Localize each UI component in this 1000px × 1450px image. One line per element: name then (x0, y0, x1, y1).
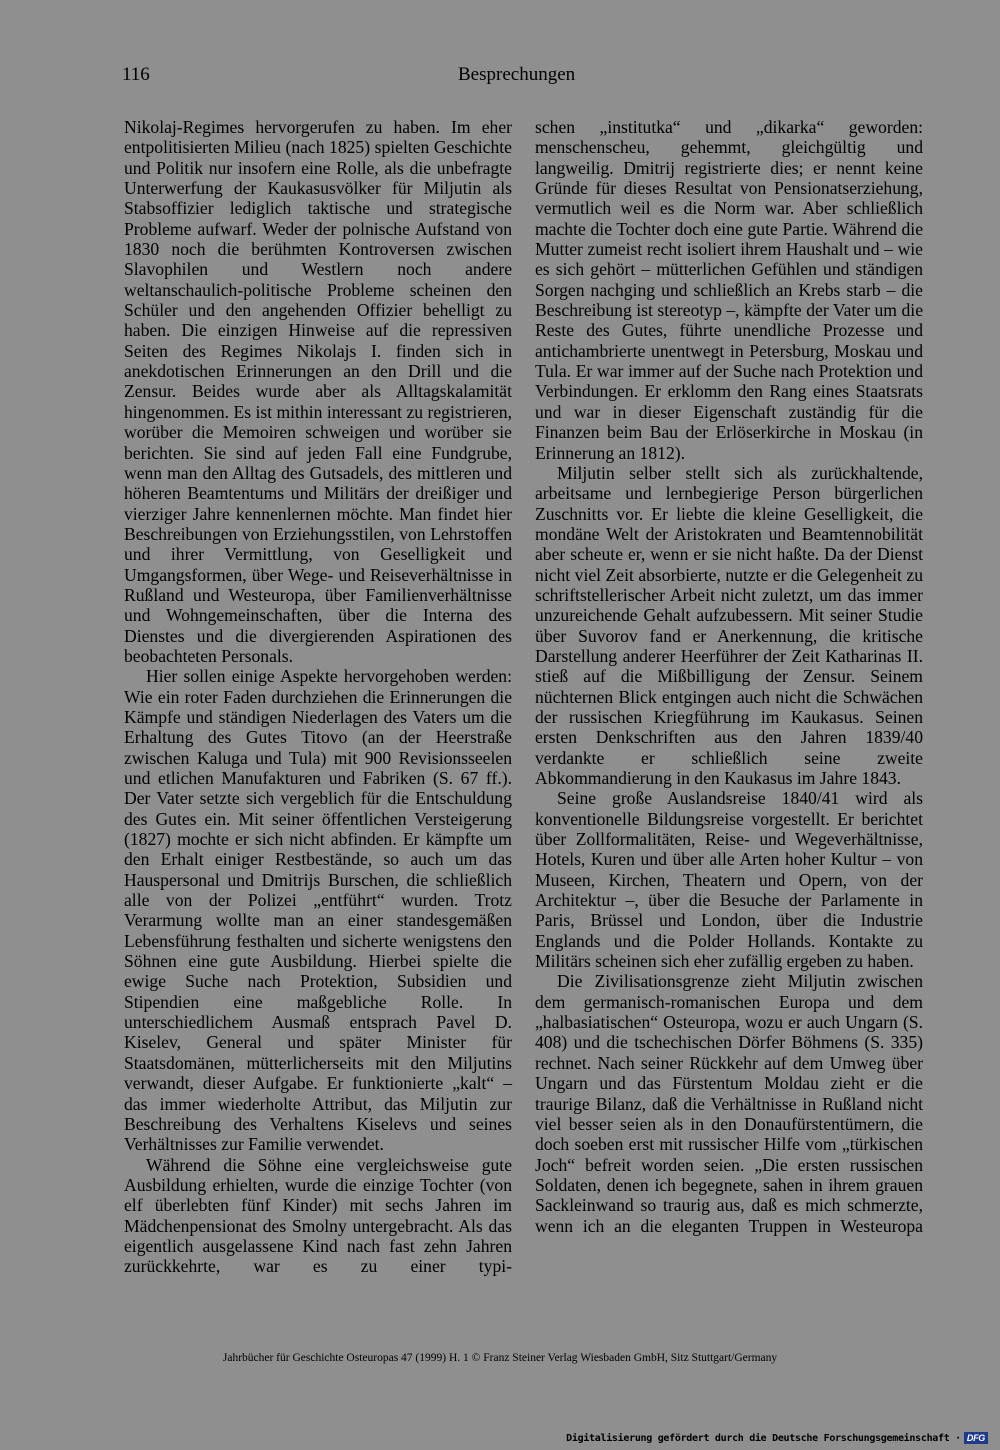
right-paragraph-1: schen „institutka“ und „dikarka“ geworden: menschenscheu, gehemmt, gleichgültig und langweilig. Dmitrij registrierte dies; er nennt keine Gründe für dieses Resultat von Pensionatserziehung, vermutlich weil es die Norm war. Aber schließlich machte die Tochter doch eine gute Partie. Während die Mutter zumeist recht isoliert ihrem Haushalt und – wie es sich gehört – mütterlichen Gefühlen und ständigen Sorgen nachging und schließlich an Krebs starb – die Beschreibung ist stereotyp –, kämpfte der Vater um die Reste des Gutes, führte unendliche Prozesse und antichambrierte unentwegt in Petersburg, Moskau und Tula. Er war immer auf der Suche nach Protektion und Verbindungen. Er erklomm den Rang eines Staatsrats und war in dieser Eigenschaft zuständig für die Finanzen beim Bau der Erlöserkirche in Moskau (in Erinnerung an 1812). (535, 117, 923, 463)
left-paragraph-1: Nikolaj-Regimes hervorgerufen zu haben. Im eher entpolitisierten Milieu (nach 1825) spielten Geschichte und Politik nur insofern eine Rolle, als die unbefragte Unterwerfung der Kaukasusvölker für Miljutin als Stabsoffizier lediglich taktische und strategische Probleme aufwarf. Weder der polnische Aufstand von 1830 noch die berühmten Kontroversen zwischen Slavophilen und Westlern noch andere weltanschaulich-politische Probleme scheinen den Schüler und den angehenden Offizier behelligt zu haben. Die einzigen Hinweise auf die repressiven Seiten des Regimes Nikolajs I. finden sich in anekdotischen Erinnerungen an den Drill und die Zensur. Beides wurde aber als Alltagskalamität hingenommen. Es ist mithin interessant zu registrieren, worüber die Memoiren schweigen und worüber sie berichten. Sie sind auf jeden Fall eine Fundgrube, wenn man den Alltag des Gutsadels, des mittleren und höheren Beamtentums und Militärs der dreißiger und vierziger Jahre kennenlernen möchte. Man findet hier Beschreibungen von Erziehungsstilen, von Lehrstoffen und ihrer Vermittlung, von Geselligkeit und Umgangsformen, über Wege- und Reiseverhältnisse in Rußland und Westeuropa, über Familienverhältnisse und Wohngemeinschaften, über die Interna des Dienstes und die divergierenden Aspirationen des beobachteten Personals. (124, 117, 512, 666)
right-paragraph-4: Die Zivilisationsgrenze zieht Miljutin zwischen dem germanisch-romanischen Europa und dem „halbasiatischen“ Osteuropa, wozu er auch Ungarn (S. 408) und die tschechischen Dörfer Böhmens (S. 335) rechnet. Nach seiner Rückkehr auf dem Umweg über Ungarn und das Fürstentum Moldau zieht er die traurige Bilanz, daß die Verhältnisse in Rußland nicht viel besser seien als in den Donaufürstentümern, die doch soeben erst mit russischer Hilfe vom „türkischen Joch“ befreit worden seien. „Die ersten russischen Soldaten, denen ich begegnete, sahen in ihrem grauen Sackleinwand so traurig aus, daß es mich schmerzte, wenn ich an die eleganten Truppen in Westeuropa (535, 971, 923, 1236)
page-number: 116 (122, 64, 150, 85)
digitization-credit (566, 1432, 988, 1444)
dfg-logo: DFG (964, 1432, 988, 1444)
digitization-credit-text: Digitalisierung gefördert durch die Deutsche Forschungsgemeinschaft · (566, 1432, 961, 1444)
right-column (535, 117, 923, 1236)
right-paragraph-2: Miljutin selber stellt sich als zurückhaltende, arbeitsame und lernbegierige Person bürgerlichen Zuschnitts vor. Er liebte die kleine Geselligkeit, die mondäne Welt der Aristokraten und Beamtennobilität aber scheute er, wenn er sie nicht haßte. Da der Dienst nicht viel Zeit absorbierte, nutzte er die Gelegenheit zu schriftstellerischer Arbeit nicht zuletzt, um das immer unzureichende Gehalt aufzubessern. Mit seiner Studie über Suvorov fand er Anerkennung, die kritische Darstellung anderer Heerführer der Zeit Katharinas II. stieß auf die Mißbilligung der Zensur. Seinem nüchternen Blick entgingen auch nicht die Schwächen der russischen Kriegführung im Kaukasus. Seinen ersten Denkschriften aus den Jahren 1839/40 verdankte er schließlich seine zweite Abkommandierung in den Kaukasus im Jahre 1843. (535, 462, 923, 788)
running-head: Besprechungen (458, 64, 576, 85)
right-paragraph-3: Seine große Auslandsreise 1840/41 wird als konventionelle Bildungsreise vorgestellt. Er berichtet über Zollformalitäten, Reise- und Wegeverhältnisse, Hotels, Kuren und über alle Arten hoher Kultur – von Museen, Kirchen, Theatern und Opern, von der Architektur –, über die Besuche der Parlamente in Paris, Brüssel und London, über die Industrie Englands und die Polder Hollands. Kontakte zu Militärs scheinen sich eher zufällig ergeben zu haben. (535, 788, 923, 972)
left-column (124, 117, 512, 1277)
left-paragraph-2: Hier sollen einige Aspekte hervorgehoben werden: Wie ein roter Faden durchziehen die Erinnerungen die Kämpfe und ständigen Niederlagen des Vaters um die Erhaltung des Gutes Titovo (an der Heerstraße zwischen Kaluga und Tula) mit 900 Revisionsseelen und etlichen Manufakturen und Fabriken (S. 67 ff.). Der Vater setzte sich vergeblich für die Entschuldung des Gutes ein. Mit seiner öffentlichen Versteigerung (1827) mochte er sich nicht abfinden. Er kämpfte um den Erhalt einiger Restbestände, so auch um das Hauspersonal und Dmitrijs Burschen, die schließlich alle von der Polizei „entführt“ wurden. Trotz Verarmung wollte man an einer standesgemäßen Lebensführung festhalten und sicherte wenigstens den Söhnen eine gute Ausbildung. Hierbei spielte die ewige Suche nach Protektion, Subsidien und Stipendien eine maßgebliche Rolle. In unterschiedlichem Ausmaß entsprach Pavel D. Kiselev, General und später Minister für Staatsdomänen, mütterlicherseits mit den Miljutins verwandt, dieser Aufgabe. Er funktionierte „kalt“ – das immer wiederholte Attribut, das Miljutin zur Beschreibung des Verhaltens Kiselevs und seines Verhältnisses zur Familie verwendet. (124, 666, 512, 1155)
left-paragraph-3: Während die Söhne eine vergleichsweise gute Ausbildung erhielten, wurde die einzige Tochter (von elf überlebten fünf Kinder) mit sechs Jahren im Mädchenpensionat des Smolny untergebracht. Als das eigentlich ausgelassene Kind nach fast zehn Jahren zurückkehrte, war es zu einer typi- (124, 1154, 512, 1277)
publication-footer: Jahrbücher für Geschichte Osteuropas 47 (1999) H. 1 © Franz Steiner Verlag Wiesbaden GmbH, Sitz Stuttgart/Germany (222, 1352, 778, 1364)
